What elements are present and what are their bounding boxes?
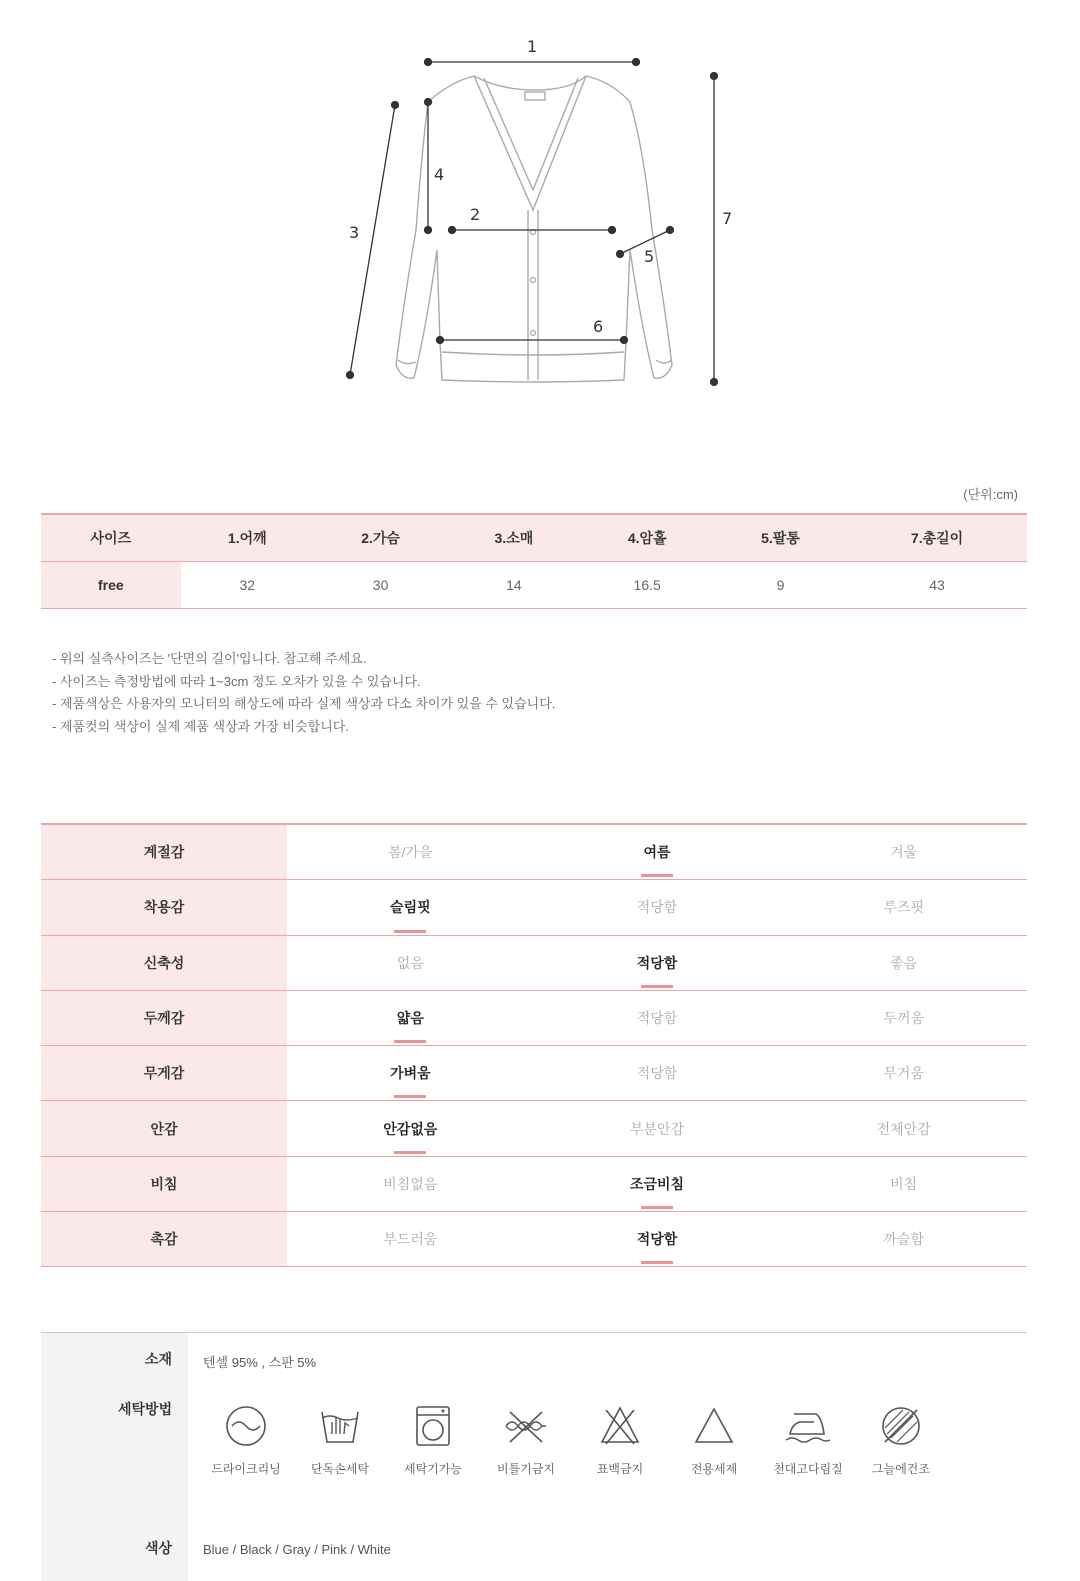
feel-option-selected: 슬림핏 [287, 880, 534, 934]
feel-row [41, 880, 1027, 935]
wash-label-text: 단독손세탁 [311, 1462, 369, 1476]
measure-label-2: 2 [470, 205, 481, 224]
size-cell: 32 [181, 562, 314, 609]
size-cell: 16.5 [581, 562, 714, 609]
feel-option-selected: 얇음 [287, 991, 534, 1045]
feel-row-label: 두께감 [41, 991, 287, 1045]
wash-label-text: 표백금지 [596, 1462, 644, 1476]
size-header: 2.가슴 [361, 530, 400, 546]
wash-item [575, 1404, 665, 1477]
feel-row [41, 825, 1027, 880]
size-cell: 30 [314, 562, 447, 609]
material-label: 소재 [145, 1351, 173, 1367]
feel-option: 까슬함 [883, 1231, 924, 1248]
size-cell: 9 [714, 562, 847, 609]
wash-item [669, 1404, 759, 1477]
wash-label-text: 천대고다림질 [773, 1462, 843, 1476]
feel-option-selected: 적당함 [534, 1212, 781, 1266]
wash-item [201, 1404, 291, 1477]
feel-option: 전체안감 [876, 1120, 931, 1137]
feel-option-selected: 여름 [534, 825, 781, 879]
wash-label-text: 전용세제 [690, 1462, 738, 1476]
wash-label-text: 드라이크리닝 [211, 1462, 281, 1476]
feel-row [41, 991, 1027, 1046]
feel-row [41, 1101, 1027, 1156]
feel-row-label: 무게감 [41, 1046, 287, 1100]
wash-label-text: 그늘에건조 [872, 1462, 930, 1476]
measure-label-5: 5 [644, 247, 655, 266]
wash-item [856, 1404, 946, 1477]
feel-option-selected: 안감없음 [287, 1101, 534, 1155]
size-header: 3.소매 [494, 530, 534, 546]
feel-option: 두꺼움 [883, 1010, 924, 1027]
feel-table [41, 823, 1027, 1267]
note-line: - 제품컷의 색상이 실제 제품 색상과 가장 비슷합니다. [52, 718, 349, 734]
wash-item [763, 1404, 853, 1477]
feel-row-label: 안감 [41, 1101, 287, 1155]
size-notes [52, 648, 555, 738]
size-table [41, 513, 1027, 609]
feel-row-label: 착용감 [41, 880, 287, 934]
feel-option: 적당함 [636, 1065, 678, 1082]
unit-label: (단위:cm) [963, 487, 1018, 502]
wash-label-text: 비틀기금지 [497, 1462, 555, 1476]
feel-row-label: 촉감 [41, 1212, 287, 1266]
feel-row [41, 1157, 1027, 1212]
size-header: 1.어깨 [227, 530, 267, 546]
wash-item [295, 1404, 385, 1477]
note-line: - 사이즈는 측정방법에 따라 1~3cm 정도 오차가 있을 수 있습니다. [52, 673, 421, 689]
feel-option: 부드러움 [383, 1231, 438, 1248]
shade-dry-icon [879, 1404, 923, 1448]
size-cell: 43 [847, 562, 1027, 609]
note-line: - 위의 실측사이즈는 '단면의 길이'입니다. 참고해 주세요. [52, 651, 367, 666]
feel-option: 비침없음 [383, 1175, 438, 1192]
feel-option-selected: 조금비침 [534, 1157, 781, 1211]
cardigan-measurement-diagram [330, 30, 750, 410]
feel-row [41, 936, 1027, 991]
feel-row-label: 비침 [41, 1157, 287, 1211]
measure-label-4: 4 [434, 165, 445, 184]
feel-option: 적당함 [636, 899, 678, 916]
measure-label-1: 1 [527, 37, 538, 56]
size-header: 4.암홀 [627, 530, 667, 546]
wash-label: 세탁방법 [118, 1401, 173, 1417]
feel-option: 무거움 [883, 1065, 924, 1082]
feel-option-selected: 적당함 [534, 936, 781, 990]
iron-with-cloth-icon [784, 1404, 832, 1448]
color-value: Blue / Black / Gray / Pink / White [203, 1542, 391, 1557]
wash-item [481, 1404, 571, 1477]
feel-option: 적당함 [636, 1010, 678, 1027]
feel-option: 루즈핏 [883, 899, 924, 916]
dry-clean-icon [224, 1404, 268, 1448]
washing-machine-icon [411, 1404, 455, 1448]
feel-option: 비침 [890, 1175, 918, 1192]
size-cell: 14 [447, 562, 580, 609]
feel-option: 봄/가을 [388, 844, 433, 861]
hand-wash-icon [318, 1404, 362, 1448]
feel-option: 좋음 [890, 954, 918, 971]
feel-row [41, 1212, 1027, 1267]
detergent-icon [692, 1404, 736, 1448]
no-bleach-icon [598, 1404, 642, 1448]
feel-row-label: 신축성 [41, 936, 287, 990]
note-line: - 제품색상은 사용자의 모니터의 해상도에 따라 실제 색상과 다소 차이가 있을 수 있습니다. [52, 696, 556, 711]
size-table-row [41, 562, 1027, 609]
measure-label-6: 6 [593, 317, 604, 336]
feel-option: 겨울 [890, 844, 918, 861]
feel-row-label: 계절감 [41, 825, 287, 879]
color-label: 색상 [145, 1540, 173, 1556]
wash-item [388, 1404, 478, 1477]
wash-label-text: 세탁기가능 [404, 1462, 462, 1476]
size-header: 사이즈 [90, 530, 132, 546]
feel-option: 부분안감 [629, 1120, 685, 1137]
feel-option-selected: 가벼움 [287, 1046, 534, 1100]
size-table-header [41, 514, 1027, 562]
size-header: 5.팔통 [761, 530, 800, 546]
feel-row [41, 1046, 1027, 1101]
size-cell: free [41, 562, 181, 609]
no-wring-icon [502, 1404, 550, 1448]
feel-option: 없음 [396, 954, 424, 971]
material-value: 텐셀 95% , 스판 5% [203, 1355, 317, 1370]
measure-label-3: 3 [349, 223, 360, 242]
size-header: 7.총길이 [910, 530, 964, 546]
measure-label-7: 7 [722, 209, 733, 228]
